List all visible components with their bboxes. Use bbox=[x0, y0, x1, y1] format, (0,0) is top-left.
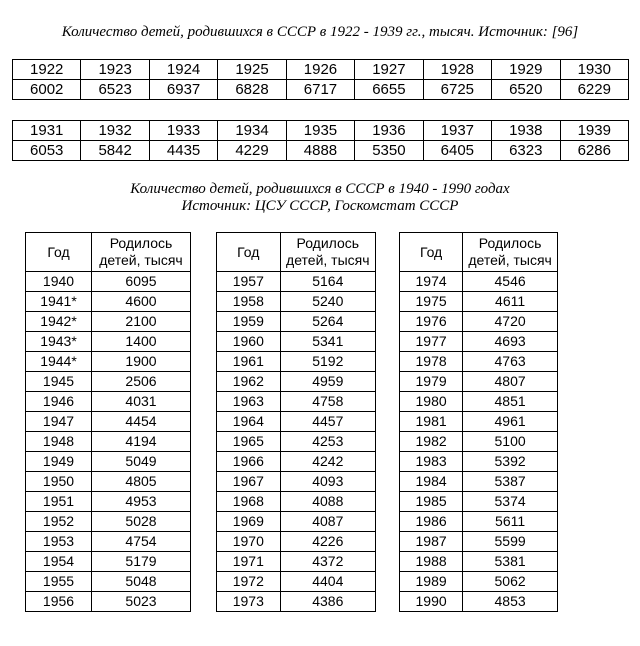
value-cell: 4253 bbox=[280, 432, 375, 452]
year-cell: 1976 bbox=[400, 312, 463, 332]
table-row bbox=[400, 592, 558, 612]
table-row bbox=[26, 372, 191, 392]
year-cell: 1926 bbox=[286, 60, 354, 80]
year-cell: 1946 bbox=[26, 392, 92, 412]
table-row bbox=[26, 332, 191, 352]
table-row bbox=[400, 312, 558, 332]
value-cell: 4807 bbox=[463, 372, 558, 392]
table-row bbox=[26, 452, 191, 472]
value-cell: 5240 bbox=[280, 292, 375, 312]
table-row bbox=[400, 372, 558, 392]
year-cell: 1980 bbox=[400, 392, 463, 412]
table-row bbox=[400, 492, 558, 512]
value-cell: 6523 bbox=[81, 80, 149, 100]
value-cell: 5264 bbox=[280, 312, 375, 332]
table-row bbox=[400, 532, 558, 552]
value-cell: 4600 bbox=[92, 292, 191, 312]
year-cell: 1925 bbox=[218, 60, 286, 80]
year-cell: 1978 bbox=[400, 352, 463, 372]
table-row bbox=[217, 412, 376, 432]
value-cell: 5611 bbox=[463, 512, 558, 532]
value-cell: 5341 bbox=[280, 332, 375, 352]
births-header-line1: Родилось bbox=[109, 235, 173, 251]
value-cell: 4087 bbox=[280, 512, 375, 532]
table-row bbox=[26, 412, 191, 432]
value-cell: 4372 bbox=[280, 552, 375, 572]
births-header-line2: детей, тысяч bbox=[99, 252, 183, 268]
value-row bbox=[13, 80, 629, 100]
year-cell: 1952 bbox=[26, 512, 92, 532]
value-cell: 5350 bbox=[355, 141, 423, 161]
value-cell: 4229 bbox=[218, 141, 286, 161]
table-1940-1956 bbox=[25, 232, 191, 612]
table-row bbox=[400, 332, 558, 352]
header-row bbox=[400, 233, 558, 272]
year-cell: 1935 bbox=[286, 121, 354, 141]
year-cell: 1936 bbox=[355, 121, 423, 141]
table-row bbox=[400, 292, 558, 312]
header-row bbox=[26, 233, 191, 272]
value-cell: 4404 bbox=[280, 572, 375, 592]
table-row bbox=[217, 532, 376, 552]
value-cell: 6229 bbox=[560, 80, 629, 100]
table-row bbox=[217, 572, 376, 592]
table-row bbox=[400, 572, 558, 592]
value-cell: 4888 bbox=[286, 141, 354, 161]
value-cell: 6405 bbox=[423, 141, 491, 161]
year-cell: 1950 bbox=[26, 472, 92, 492]
value-cell: 4953 bbox=[92, 492, 191, 512]
table-row bbox=[400, 272, 558, 292]
value-cell: 5164 bbox=[280, 272, 375, 292]
year-cell: 1953 bbox=[26, 532, 92, 552]
table-row bbox=[26, 572, 191, 592]
births-header bbox=[280, 233, 375, 272]
year-cell: 1923 bbox=[81, 60, 149, 80]
births-header-line1: Родилось bbox=[296, 235, 360, 251]
value-cell: 4242 bbox=[280, 452, 375, 472]
table-row bbox=[400, 392, 558, 412]
year-cell: 1939 bbox=[560, 121, 629, 141]
year-cell: 1967 bbox=[217, 472, 281, 492]
table-1957-1973 bbox=[216, 232, 376, 612]
table-row bbox=[217, 432, 376, 452]
year-cell: 1927 bbox=[355, 60, 423, 80]
year-cell: 1931 bbox=[13, 121, 81, 141]
value-cell: 4386 bbox=[280, 592, 375, 612]
year-cell: 1961 bbox=[217, 352, 281, 372]
value-cell: 5842 bbox=[81, 141, 149, 161]
value-cell: 4093 bbox=[280, 472, 375, 492]
year-cell: 1933 bbox=[149, 121, 217, 141]
table-1922-1930 bbox=[12, 59, 629, 100]
table-row bbox=[217, 472, 376, 492]
table-row bbox=[26, 352, 191, 372]
value-cell: 6002 bbox=[13, 80, 81, 100]
table-row bbox=[400, 472, 558, 492]
table-row bbox=[400, 432, 558, 452]
year-cell: 1985 bbox=[400, 492, 463, 512]
table-row bbox=[217, 292, 376, 312]
value-cell: 5179 bbox=[92, 552, 191, 572]
value-cell: 4194 bbox=[92, 432, 191, 452]
value-cell: 5381 bbox=[463, 552, 558, 572]
year-cell: 1956 bbox=[26, 592, 92, 612]
value-cell: 1900 bbox=[92, 352, 191, 372]
year-cell: 1977 bbox=[400, 332, 463, 352]
value-cell: 6937 bbox=[149, 80, 217, 100]
table-row bbox=[26, 552, 191, 572]
value-cell: 6655 bbox=[355, 80, 423, 100]
value-cell: 4758 bbox=[280, 392, 375, 412]
year-cell: 1945 bbox=[26, 372, 92, 392]
year-cell: 1969 bbox=[217, 512, 281, 532]
year-header: Год bbox=[217, 233, 281, 272]
value-cell: 5599 bbox=[463, 532, 558, 552]
year-cell: 1951 bbox=[26, 492, 92, 512]
value-cell: 2506 bbox=[92, 372, 191, 392]
year-cell: 1949 bbox=[26, 452, 92, 472]
year-cell: 1984 bbox=[400, 472, 463, 492]
year-cell: 1934 bbox=[218, 121, 286, 141]
births-header-line2: детей, тысяч bbox=[468, 252, 552, 268]
table-row bbox=[26, 492, 191, 512]
table-row bbox=[217, 552, 376, 572]
year-cell: 1954 bbox=[26, 552, 92, 572]
year-cell: 1929 bbox=[492, 60, 560, 80]
value-cell: 4763 bbox=[463, 352, 558, 372]
value-cell: 4959 bbox=[280, 372, 375, 392]
year-cell: 1970 bbox=[217, 532, 281, 552]
value-cell: 6053 bbox=[13, 141, 81, 161]
value-cell: 4720 bbox=[463, 312, 558, 332]
value-cell: 4851 bbox=[463, 392, 558, 412]
year-cell: 1975 bbox=[400, 292, 463, 312]
year-cell: 1974 bbox=[400, 272, 463, 292]
year-cell: 1987 bbox=[400, 532, 463, 552]
year-row bbox=[13, 121, 629, 141]
year-cell: 1930 bbox=[560, 60, 629, 80]
table-row bbox=[400, 452, 558, 472]
year-cell: 1981 bbox=[400, 412, 463, 432]
year-cell: 1964 bbox=[217, 412, 281, 432]
table-1974-1990 bbox=[399, 232, 558, 612]
births-header-line2: детей, тысяч bbox=[286, 252, 370, 268]
year-cell: 1932 bbox=[81, 121, 149, 141]
year-row bbox=[13, 60, 629, 80]
value-cell: 4226 bbox=[280, 532, 375, 552]
value-cell: 5100 bbox=[463, 432, 558, 452]
value-cell: 6520 bbox=[492, 80, 560, 100]
table-row bbox=[400, 412, 558, 432]
year-cell: 1973 bbox=[217, 592, 281, 612]
year-cell: 1968 bbox=[217, 492, 281, 512]
value-cell: 4805 bbox=[92, 472, 191, 492]
year-cell: 1966 bbox=[217, 452, 281, 472]
year-cell: 1971 bbox=[217, 552, 281, 572]
year-cell: 1948 bbox=[26, 432, 92, 452]
year-cell: 1962 bbox=[217, 372, 281, 392]
year-cell: 1955 bbox=[26, 572, 92, 592]
title-1940-1990: Количество детей, родившихся в СССР в 1940 - 1990 годах bbox=[130, 181, 510, 197]
header-row bbox=[217, 233, 376, 272]
value-cell: 6725 bbox=[423, 80, 491, 100]
value-cell: 4031 bbox=[92, 392, 191, 412]
value-cell: 5049 bbox=[92, 452, 191, 472]
table-row bbox=[400, 512, 558, 532]
year-cell: 1944* bbox=[26, 352, 92, 372]
title-source: Источник: ЦСУ СССР, Госкомстат СССР bbox=[181, 198, 459, 214]
year-cell: 1938 bbox=[492, 121, 560, 141]
table-row bbox=[400, 552, 558, 572]
value-cell: 6828 bbox=[218, 80, 286, 100]
value-cell: 1400 bbox=[92, 332, 191, 352]
year-cell: 1924 bbox=[149, 60, 217, 80]
value-cell: 4546 bbox=[463, 272, 558, 292]
value-cell: 6323 bbox=[492, 141, 560, 161]
year-cell: 1989 bbox=[400, 572, 463, 592]
table-row bbox=[26, 432, 191, 452]
year-cell: 1958 bbox=[217, 292, 281, 312]
year-cell: 1928 bbox=[423, 60, 491, 80]
table-row bbox=[217, 332, 376, 352]
table-row bbox=[26, 312, 191, 332]
value-cell: 4611 bbox=[463, 292, 558, 312]
title-1922-1939: Количество детей, родившихся в СССР в 1922 - 1939 гг., тысяч. Источник: [96] bbox=[61, 24, 579, 40]
value-cell: 6095 bbox=[92, 272, 191, 292]
value-row bbox=[13, 141, 629, 161]
year-cell: 1979 bbox=[400, 372, 463, 392]
table-row bbox=[26, 532, 191, 552]
value-cell: 2100 bbox=[92, 312, 191, 332]
table-1931-1939 bbox=[12, 120, 629, 161]
value-cell: 6286 bbox=[560, 141, 629, 161]
table-row bbox=[26, 292, 191, 312]
value-cell: 5387 bbox=[463, 472, 558, 492]
table-row bbox=[217, 492, 376, 512]
year-cell: 1941* bbox=[26, 292, 92, 312]
value-cell: 4435 bbox=[149, 141, 217, 161]
table-row bbox=[217, 372, 376, 392]
value-cell: 5192 bbox=[280, 352, 375, 372]
value-cell: 5392 bbox=[463, 452, 558, 472]
year-cell: 1982 bbox=[400, 432, 463, 452]
table-row bbox=[217, 392, 376, 412]
year-cell: 1957 bbox=[217, 272, 281, 292]
value-cell: 4961 bbox=[463, 412, 558, 432]
year-cell: 1937 bbox=[423, 121, 491, 141]
year-cell: 1965 bbox=[217, 432, 281, 452]
year-cell: 1983 bbox=[400, 452, 463, 472]
table-row bbox=[217, 272, 376, 292]
year-cell: 1942* bbox=[26, 312, 92, 332]
value-cell: 4853 bbox=[463, 592, 558, 612]
births-header bbox=[92, 233, 191, 272]
year-cell: 1963 bbox=[217, 392, 281, 412]
table-row bbox=[26, 592, 191, 612]
table-row bbox=[217, 312, 376, 332]
table-row bbox=[217, 452, 376, 472]
table-row bbox=[26, 512, 191, 532]
value-cell: 5023 bbox=[92, 592, 191, 612]
table-row bbox=[217, 512, 376, 532]
year-cell: 1959 bbox=[217, 312, 281, 332]
value-cell: 5374 bbox=[463, 492, 558, 512]
table-row bbox=[217, 352, 376, 372]
value-cell: 5062 bbox=[463, 572, 558, 592]
table-row bbox=[26, 392, 191, 412]
value-cell: 4454 bbox=[92, 412, 191, 432]
year-cell: 1947 bbox=[26, 412, 92, 432]
value-cell: 5048 bbox=[92, 572, 191, 592]
table-row bbox=[26, 472, 191, 492]
value-cell: 4754 bbox=[92, 532, 191, 552]
table-row bbox=[400, 352, 558, 372]
table-row bbox=[217, 592, 376, 612]
year-cell: 1940 bbox=[26, 272, 92, 292]
year-header: Год bbox=[400, 233, 463, 272]
births-header-line1: Родилось bbox=[478, 235, 542, 251]
year-header: Год bbox=[26, 233, 92, 272]
births-header bbox=[463, 233, 558, 272]
value-cell: 6717 bbox=[286, 80, 354, 100]
value-cell: 4088 bbox=[280, 492, 375, 512]
year-cell: 1943* bbox=[26, 332, 92, 352]
year-cell: 1922 bbox=[13, 60, 81, 80]
value-cell: 5028 bbox=[92, 512, 191, 532]
value-cell: 4693 bbox=[463, 332, 558, 352]
year-cell: 1986 bbox=[400, 512, 463, 532]
value-cell: 4457 bbox=[280, 412, 375, 432]
table-row bbox=[26, 272, 191, 292]
year-cell: 1990 bbox=[400, 592, 463, 612]
year-cell: 1972 bbox=[217, 572, 281, 592]
year-cell: 1960 bbox=[217, 332, 281, 352]
year-cell: 1988 bbox=[400, 552, 463, 572]
